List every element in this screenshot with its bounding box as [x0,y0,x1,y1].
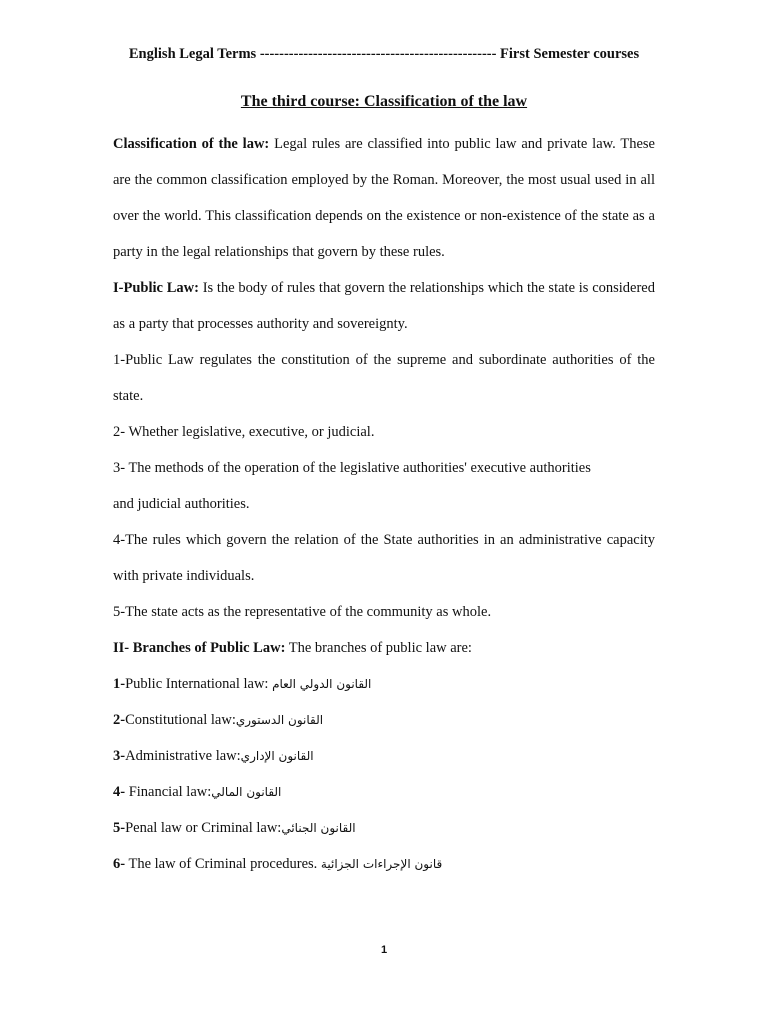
branch-item [113,846,655,882]
branch-label: Public International law: [125,676,273,692]
branches-text: The branches of public law are: [285,640,472,656]
branch-arabic-term: قانون الإجراءات الجزائية [320,857,443,871]
public-law-item-1: 1-Public Law regulates the constitution of the supreme and subordinate authorities of the state. [113,352,655,404]
branch-item [113,702,655,738]
public-law-item-3: 3- The methods of the operation of the legislative authorities' executive authorities [113,460,591,476]
branch-item [113,738,655,774]
branch-item [113,810,655,846]
branch-number: 5- [113,820,126,836]
public-law-lead: I-Public Law: [113,280,199,296]
branches-lead: II- Branches of Public Law: [113,640,286,656]
document-body [113,126,655,882]
branch-label: Financial law: [125,784,212,800]
document-page [113,0,655,1024]
branch-arabic-term: القانون الدستوري [235,713,324,727]
intro-text: Legal rules are classified into public law and private law. These are the common classification employed by the Roman. Moreover, the most usual used in all over the world. This classification depends on the existence or non-existence of the state as a party in the legal relationships that govern by these rules. [113,136,655,260]
intro-paragraph [113,126,655,270]
branch-arabic-term: القانون الدولي العام [272,677,372,691]
branch-label: Constitutional law: [125,712,236,728]
branch-number: 3- [113,748,126,764]
branch-arabic-term: القانون الإداري [240,749,314,763]
page-number: 1 [380,944,388,956]
branch-number: 1- [113,676,126,692]
page-header: English Legal Terms ------------------------------------------------- First Semester courses [128,46,640,62]
branch-item [113,774,655,810]
branch-item [113,666,655,702]
public-law-text: Is the body of rules that govern the relationships which the state is considered as a party that processes authority and sovereignty. [113,280,655,332]
public-law-item-5: 5-The state acts as the representative of the community as whole. [113,604,492,620]
branch-label: Penal law or Criminal law: [125,820,282,836]
page-title: The third course: Classification of the law [240,93,528,110]
branch-number: 6- [113,856,126,872]
branch-label: Administrative law: [125,748,241,764]
public-law-paragraph [113,270,655,342]
branches-heading [113,630,655,666]
branch-label: The law of Criminal procedures. [125,856,321,872]
branch-arabic-term: القانون الجنائي [281,821,356,835]
public-law-item-3-continued: and judicial authorities. [113,496,250,512]
branch-arabic-term: القانون المالي [211,785,282,799]
branch-number: 2- [113,712,126,728]
public-law-item-2: 2- Whether legislative, executive, or judicial. [113,424,375,440]
branch-number: 4- [113,784,126,800]
public-law-item-4: 4-The rules which govern the relation of the State authorities in an administrative capacity with private individuals. [113,532,655,584]
intro-lead: Classification of the law: [113,136,270,152]
